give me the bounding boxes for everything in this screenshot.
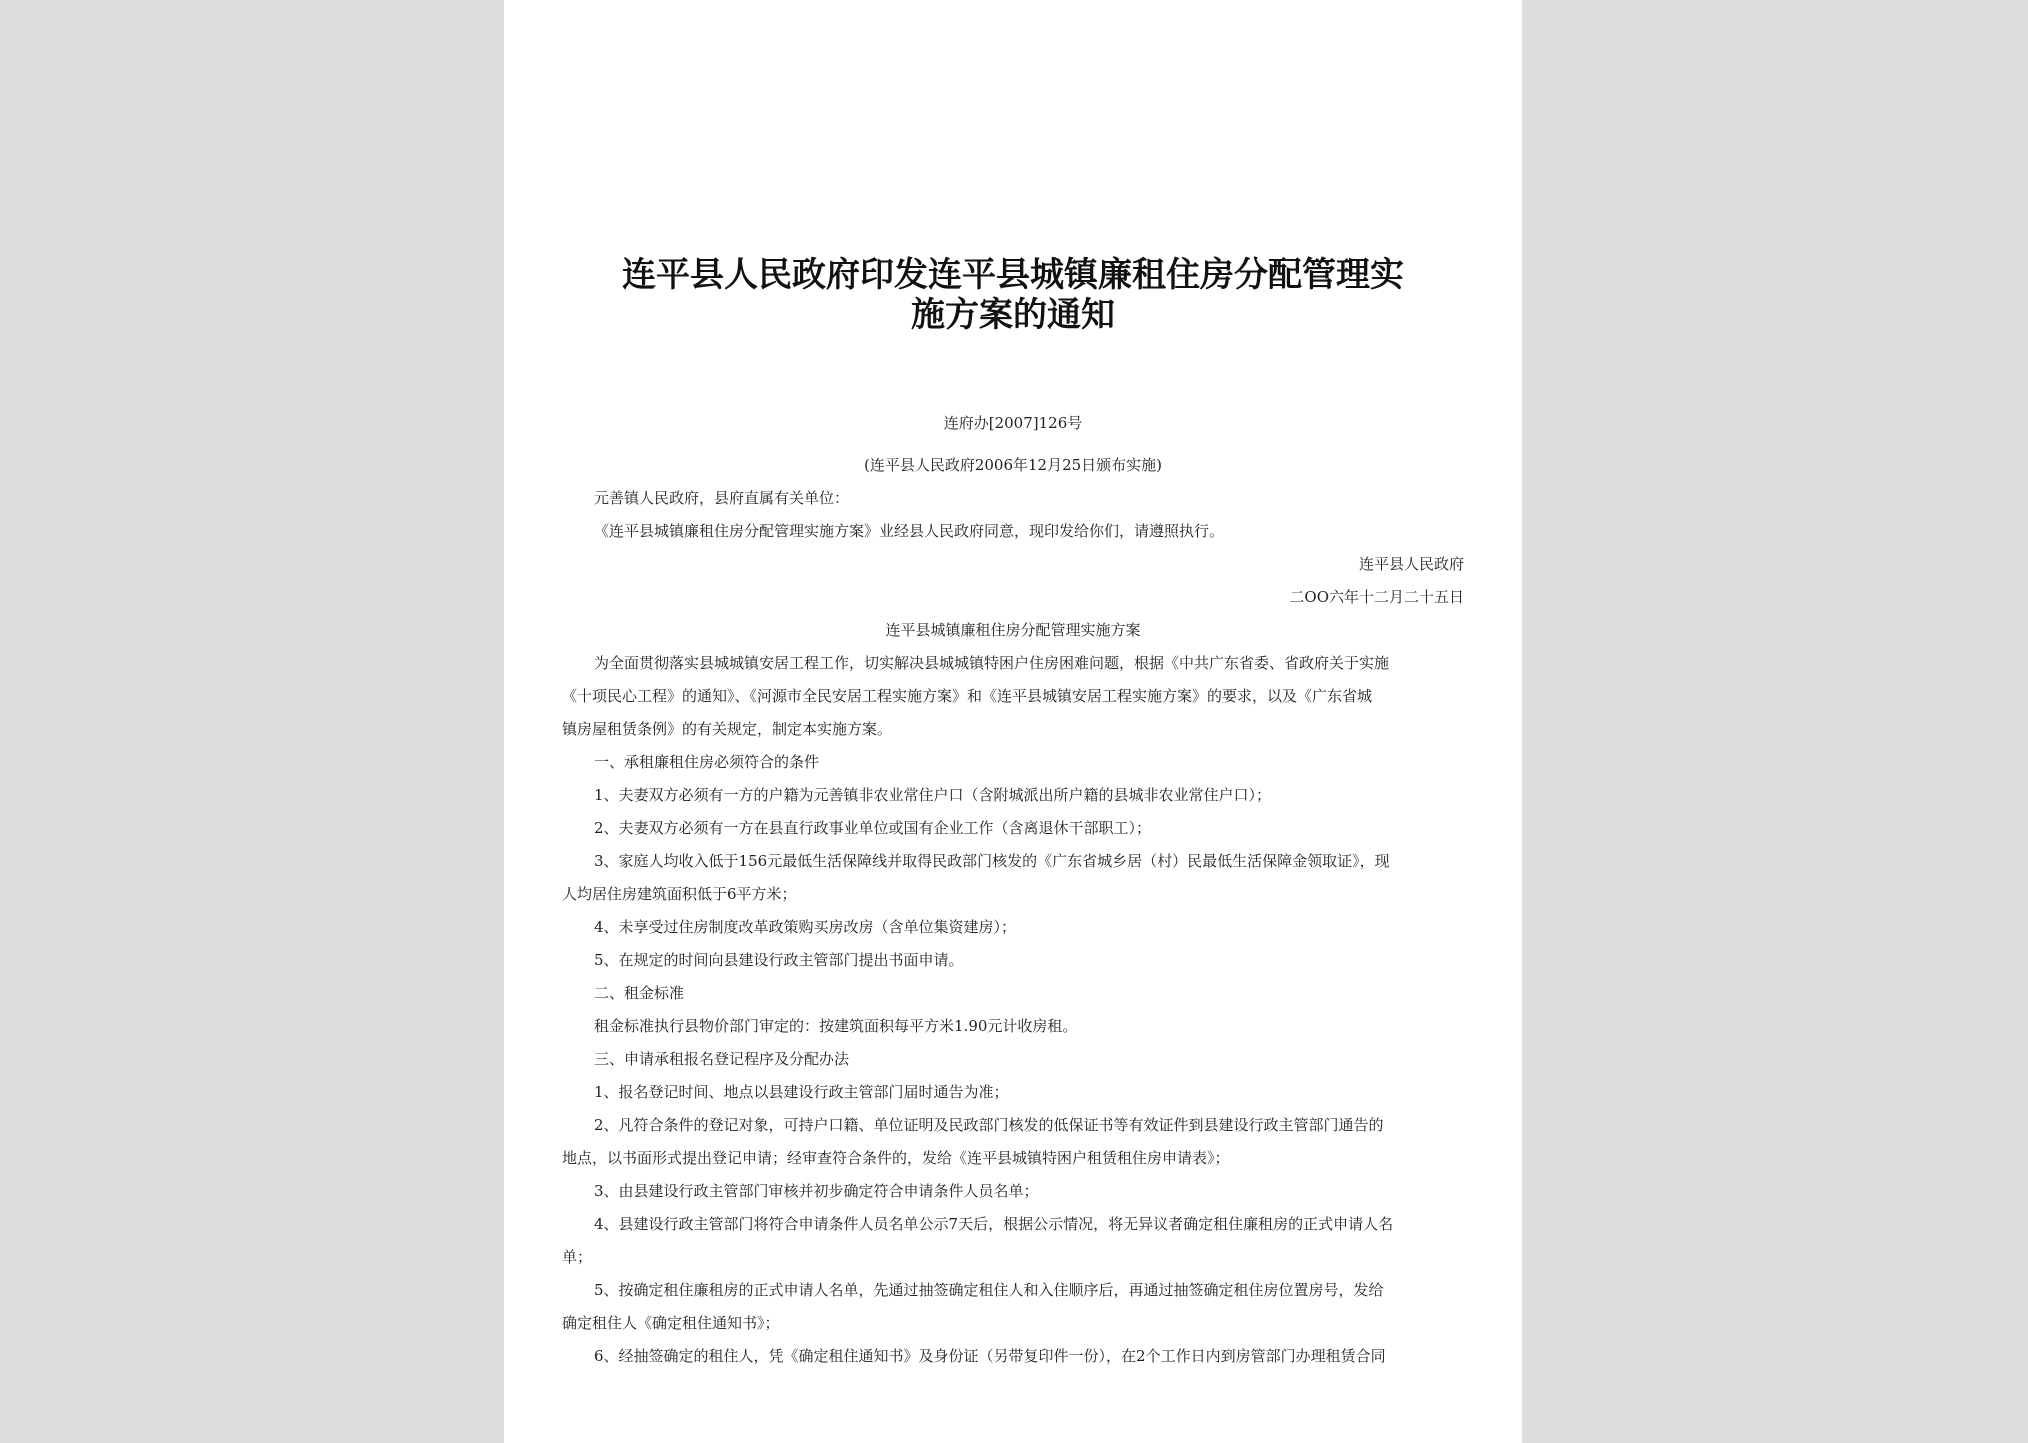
plan-subtitle: 连平县城镇廉租住房分配管理实施方案	[885, 621, 1141, 639]
body-line: 地点，以书面形式提出登记申请；经审查符合条件的，发给《连平县城镇特困户租赁租住房申请表》；	[562, 1149, 1230, 1167]
title-line-2: 施方案的通知	[911, 295, 1115, 335]
body-line: 为全面贯彻落实县城城镇安居工程工作，切实解决县城城镇特困户住房困难问题，根据《中共广东省委、省政府关于实施	[594, 654, 1390, 672]
section-heading: 一、承租廉租住房必须符合的条件	[594, 753, 820, 771]
document-page	[504, 0, 1522, 1443]
body-line: 6、经抽签确定的租住人，凭《确定租住通知书》及身份证（另带复印件一份），在2个工作日内到房管部门办理租赁合同	[594, 1347, 1386, 1365]
intro-paragraph: 《连平县城镇廉租住房分配管理实施方案》业经县人民政府同意，现印发给你们，请遵照执行。	[594, 522, 1225, 540]
section-heading: 三、申请承租报名登记程序及分配办法	[594, 1050, 850, 1068]
document-title	[504, 255, 1522, 335]
body-line: 确定租住人《确定租住通知书》；	[562, 1314, 780, 1332]
body-line: 单；	[562, 1248, 593, 1266]
body-line: 1、报名登记时间、地点以县建设行政主管部门届时通告为准；	[594, 1083, 1009, 1101]
body-line: 1、夫妻双方必须有一方的户籍为元善镇非农业常住户口（含附城派出所户籍的县城非农业常住户口）；	[594, 786, 1272, 804]
body-line: 2、凡符合条件的登记对象，可持户口籍、单位证明及民政部门核发的低保证书等有效证件到县建设行政主管部门通告的	[594, 1116, 1384, 1134]
body-line: 镇房屋租赁条例》的有关规定，制定本实施方案。	[562, 720, 893, 738]
salutation: 元善镇人民政府，县府直属有关单位：	[594, 489, 850, 507]
signature-date: 二OO六年十二月二十五日	[1289, 588, 1464, 606]
body-line: 3、由县建设行政主管部门审核并初步确定符合申请条件人员名单；	[594, 1182, 1039, 1200]
body-line: 4、未享受过住房制度改革政策购买房改房（含单位集资建房）；	[594, 918, 1017, 936]
body-line: 租金标准执行县物价部门审定的：按建筑面积每平方米1.90元计收房租。	[594, 1017, 1078, 1035]
title-line-1: 连平县人民政府印发连平县城镇廉租住房分配管理实	[622, 255, 1404, 295]
body-line: 《十项民心工程》的通知》、《河源市全民安居工程实施方案》和《连平县城镇安居工程实施方案》的要求，以及《广东省城	[562, 687, 1373, 705]
issued-note: (连平县人民政府2006年12月25日颁布实施)	[863, 456, 1163, 474]
document-number: 连府办[2007]126号	[943, 414, 1083, 432]
body-line: 3、家庭人均收入低于156元最低生活保障线并取得民政部门核发的《广东省城乡居（村）民最低生活保障金领取证》，现	[594, 852, 1390, 870]
signature-issuer: 连平县人民政府	[1358, 555, 1464, 573]
body-line: 人均居住房建筑面积低于6平方米；	[562, 885, 797, 903]
body-line: 5、在规定的时间向县建设行政主管部门提出书面申请。	[594, 951, 964, 969]
body-line: 2、夫妻双方必须有一方在县直行政事业单位或国有企业工作（含离退休干部职工）；	[594, 819, 1152, 837]
body-line: 4、县建设行政主管部门将符合申请条件人员名单公示7天后，根据公示情况，将无异议者确定租住廉租房的正式申请人名	[594, 1215, 1394, 1233]
body-line: 5、按确定租住廉租房的正式申请人名单，先通过抽签确定租住人和入住顺序后，再通过抽签确定租住房位置房号，发给	[594, 1281, 1384, 1299]
section-heading: 二、租金标准	[594, 984, 685, 1002]
